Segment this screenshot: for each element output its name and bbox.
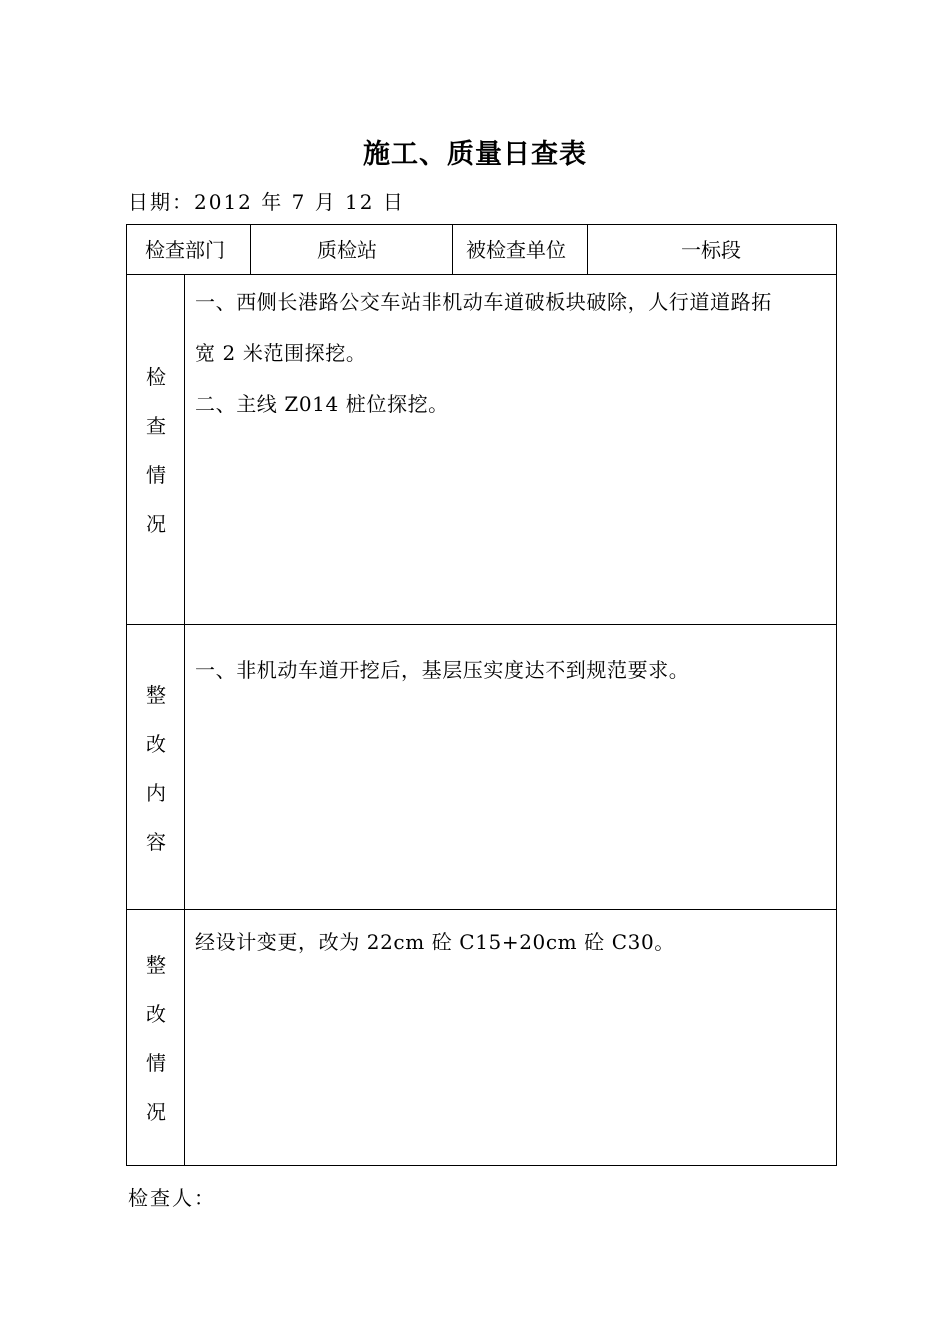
inspector-label: 检查人： (128, 1186, 216, 1210)
page-title: 施工、质量日查表 (363, 139, 587, 170)
rectification-status (195, 917, 675, 968)
section-label-rectification-content (127, 671, 185, 867)
row-divider (127, 624, 836, 625)
label-char: 容 (146, 830, 166, 854)
dept-value: 质检站 (317, 238, 377, 262)
column-divider (250, 225, 251, 274)
label-char: 情 (146, 463, 166, 487)
row-divider (127, 274, 836, 275)
label-char: 整 (146, 683, 166, 707)
column-divider (587, 225, 588, 274)
unit-value: 一标段 (681, 238, 741, 262)
section-label-inspection (127, 353, 185, 549)
label-char: 查 (146, 414, 166, 438)
content-line: 经设计变更，改为 22cm 砼 C15+20cm 砼 C30。 (195, 930, 675, 954)
content-line: 二、主线 Z014 桩位探挖。 (195, 392, 449, 416)
date-line: 日期：2012 年 7 月 12 日 (128, 190, 405, 214)
rectification-content (195, 645, 689, 696)
label-char: 况 (146, 1100, 166, 1124)
row-divider (127, 909, 836, 910)
label-char: 改 (146, 732, 166, 756)
content-line: 一、西侧长港路公交车站非机动车道破板块破除，人行道道路拓 (195, 290, 772, 314)
dept-label: 检查部门 (145, 238, 225, 262)
label-char: 整 (146, 953, 166, 977)
label-char: 改 (146, 1002, 166, 1026)
inspection-content (195, 277, 772, 430)
section-label-rectification-status (127, 941, 185, 1137)
label-char: 情 (146, 1051, 166, 1075)
unit-label: 被检查单位 (466, 238, 566, 262)
inspection-table (126, 224, 837, 1166)
label-char: 况 (146, 512, 166, 536)
content-line: 宽 2 米范围探挖。 (195, 341, 367, 365)
label-char: 内 (146, 781, 166, 805)
column-divider (452, 225, 453, 274)
label-char: 检 (146, 365, 166, 389)
content-line: 一、非机动车道开挖后，基层压实度达不到规范要求。 (195, 658, 690, 682)
